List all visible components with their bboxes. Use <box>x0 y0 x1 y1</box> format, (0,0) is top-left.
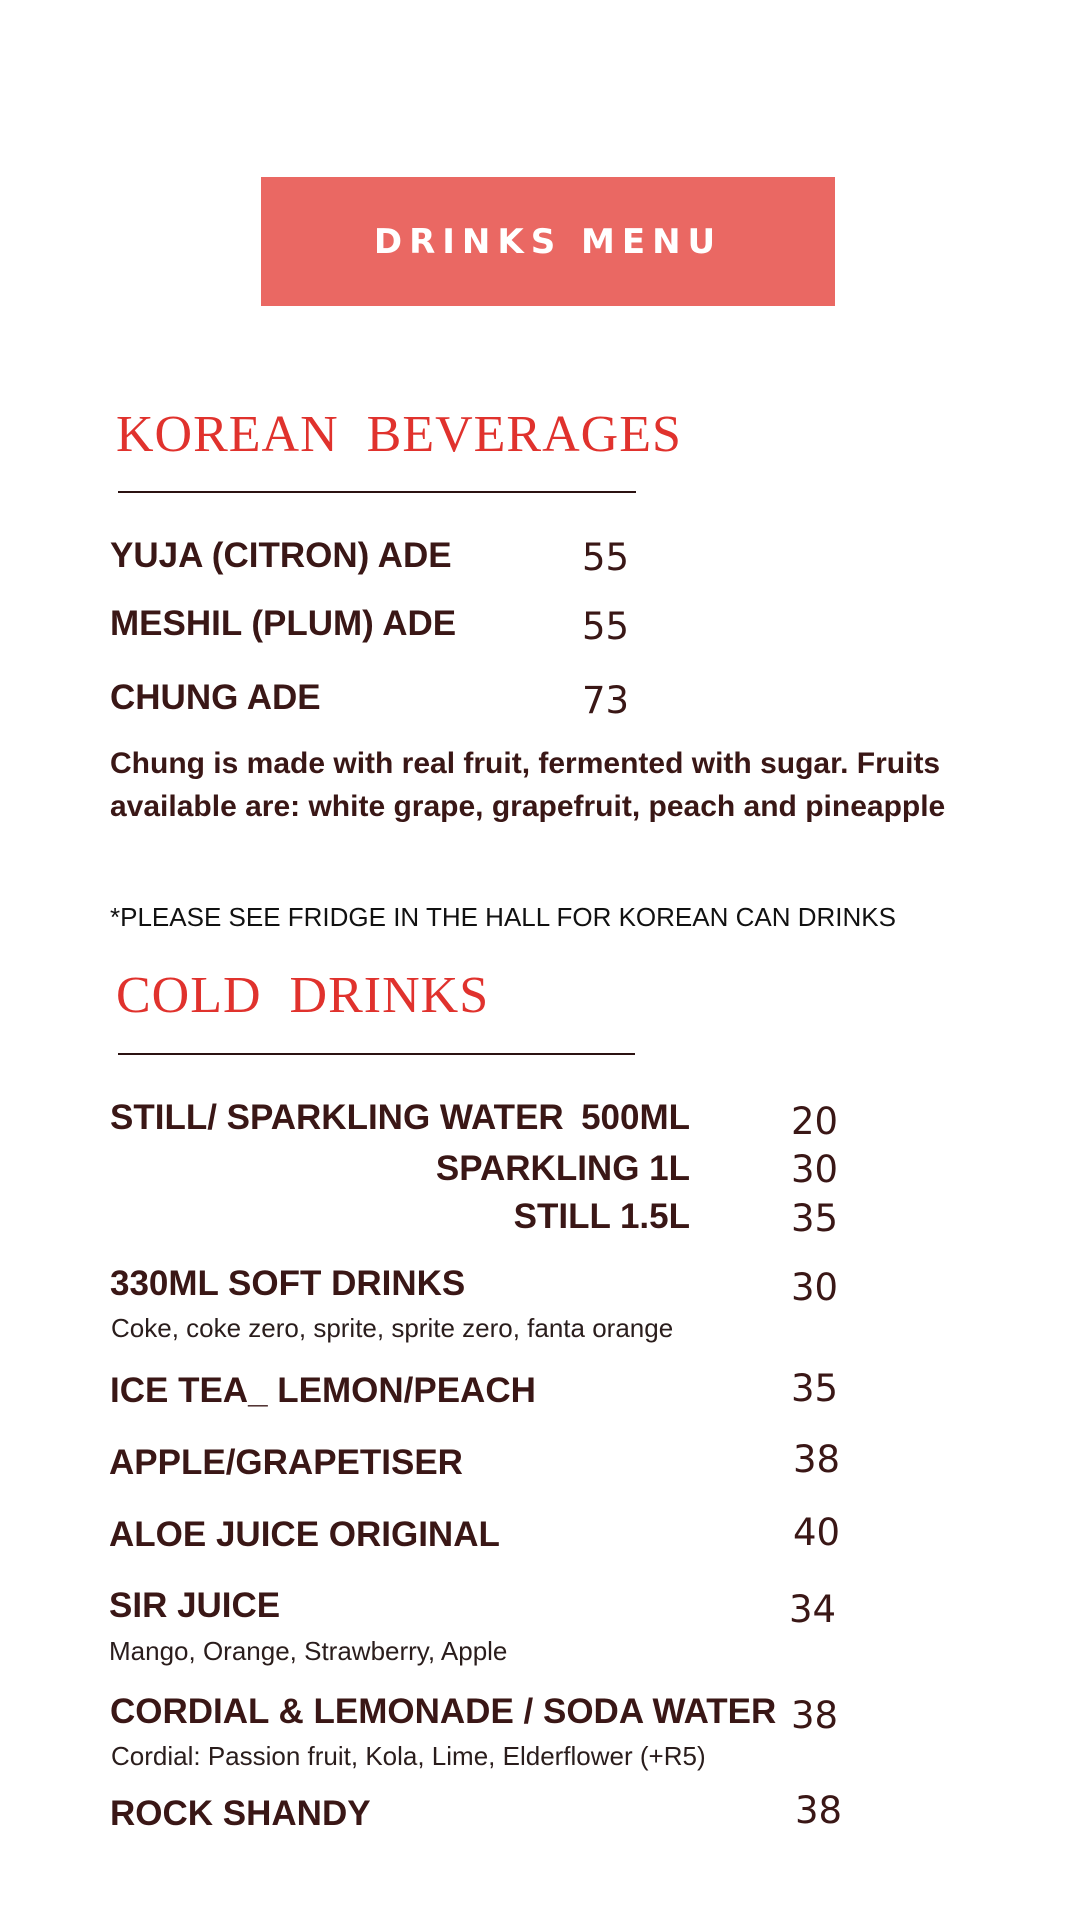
item-name: MESHIL (PLUM) ADE <box>110 604 457 643</box>
chung-note: Chung is made with real fruit, fermented with sugar. Fruits available are: white grape, grapefruit, peach and pineapple <box>110 747 946 823</box>
item-price: 30 <box>791 1266 839 1309</box>
item-name: SIR JUICE <box>109 1586 281 1625</box>
item-price: 20 <box>791 1100 839 1143</box>
item-price: 34 <box>789 1588 837 1631</box>
cold-divider <box>118 1053 635 1055</box>
item-price: 35 <box>791 1367 839 1410</box>
item-name: APPLE/GRAPETISER <box>109 1443 463 1482</box>
item-price: 40 <box>793 1511 841 1554</box>
item-size: STILL 1.5L <box>513 1197 690 1236</box>
menu-banner <box>261 177 835 306</box>
item-price: 35 <box>791 1197 839 1240</box>
item-name: ROCK SHANDY <box>110 1794 371 1833</box>
korean-section-title: KOREAN BEVERAGES <box>116 406 682 463</box>
item-price: 55 <box>582 536 630 579</box>
korean-divider <box>118 491 636 493</box>
item-price: 38 <box>791 1694 839 1737</box>
menu-title: DRINKS MENU <box>373 221 723 262</box>
item-price: 38 <box>793 1438 841 1481</box>
item-description: Mango, Orange, Strawberry, Apple <box>109 1636 508 1666</box>
item-name: ALOE JUICE ORIGINAL <box>109 1515 500 1554</box>
item-price: 55 <box>582 605 630 648</box>
item-size: SPARKLING 1L <box>435 1149 690 1188</box>
item-name: CORDIAL & LEMONADE / SODA WATER <box>110 1692 777 1731</box>
item-price: 73 <box>582 679 630 722</box>
item-name: STILL/ SPARKLING WATER <box>110 1098 564 1137</box>
item-description: Coke, coke zero, sprite, sprite zero, fanta orange <box>111 1313 674 1343</box>
item-description: Cordial: Passion fruit, Kola, Lime, Elderflower (+R5) <box>111 1741 706 1771</box>
fridge-note: *PLEASE SEE FRIDGE IN THE HALL FOR KOREAN CAN DRINKS <box>110 902 896 932</box>
item-price: 38 <box>795 1789 843 1832</box>
item-name: CHUNG ADE <box>110 678 321 717</box>
item-size: 500ML <box>581 1098 690 1137</box>
item-name: ICE TEA_ LEMON/PEACH <box>110 1371 536 1410</box>
item-price: 30 <box>791 1148 839 1191</box>
item-name: 330ML SOFT DRINKS <box>110 1264 466 1303</box>
item-name: YUJA (CITRON) ADE <box>110 536 452 575</box>
cold-section-title: COLD DRINKS <box>116 967 490 1024</box>
